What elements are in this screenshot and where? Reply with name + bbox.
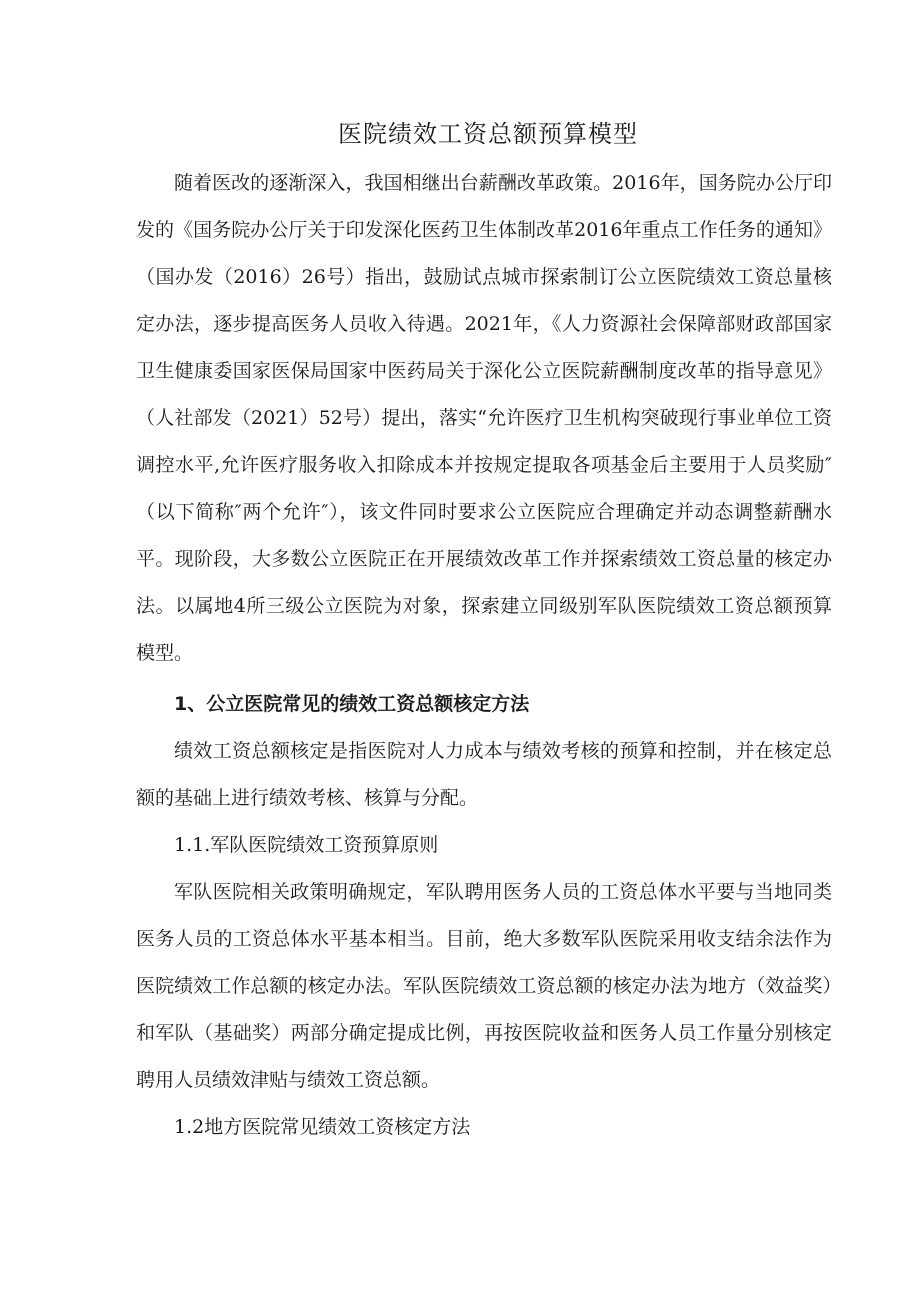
- section-1-1-paragraph: 军队医院相关政策明确规定，军队聘用医务人员的工资总体水平要与当地同类医务人员的工资总体水平基本相当。目前，绝大多数军队医院采用收支结余法作为医院绩效工作总额的核定办法。军队医院绩效工资总额的核定办法为地方（效益奖）和军队（基础奖）两部分确定提成比例，再按医院收益和医务人员工作量分别核定聘用人员绩效津贴与绩效工资总额。: [136, 881, 832, 1091]
- section-1-1-heading: 1.1.军队医院绩效工资预算原则: [174, 834, 439, 856]
- section-1-2-heading: 1.2地方医院常见绩效工资核定方法: [174, 1116, 471, 1138]
- document-title: 医院绩效工资总额预算模型: [338, 120, 638, 148]
- section-1-paragraph: 绩效工资总额核定是指医院对人力成本与绩效考核的预算和控制，并在核定总额的基础上进行绩效考核、核算与分配。: [136, 740, 832, 809]
- section-1-heading: 1、公立医院常见的绩效工资总额核定方法: [174, 693, 530, 715]
- intro-paragraph: 随着医改的逐渐深入，我国相继出台薪酬改革政策。2016年，国务院办公厅印发的《国务院办公厅关于印发深化医药卫生体制改革2016年重点工作任务的通知》（国办发（2016）26号）指出，鼓励试点城市探索制订公立医院绩效工资总量核定办法，逐步提高医务人员收入待遇。2021年，《人力资源社会保障部财政部国家卫生健康委国家医保局国家中医药局关于深化公立医院薪酬制度改革的指导意见》（人社部发（2021）52号）提出，落实“允许医疗卫生机构突破现行事业单位工资调控水平,允许医疗服务收入扣除成本并按规定提取各项基金后主要用于人员奖励″（以下简称″两个允许″），该文件同时要求公立医院应合理确定并动态调整薪酬水平。现阶段，大多数公立医院正在开展绩效改革工作并探索绩效工资总量的核定办法。以属地4所三级公立医院为对象，探索建立同级别军队医院绩效工资总额预算模型。: [136, 172, 832, 664]
